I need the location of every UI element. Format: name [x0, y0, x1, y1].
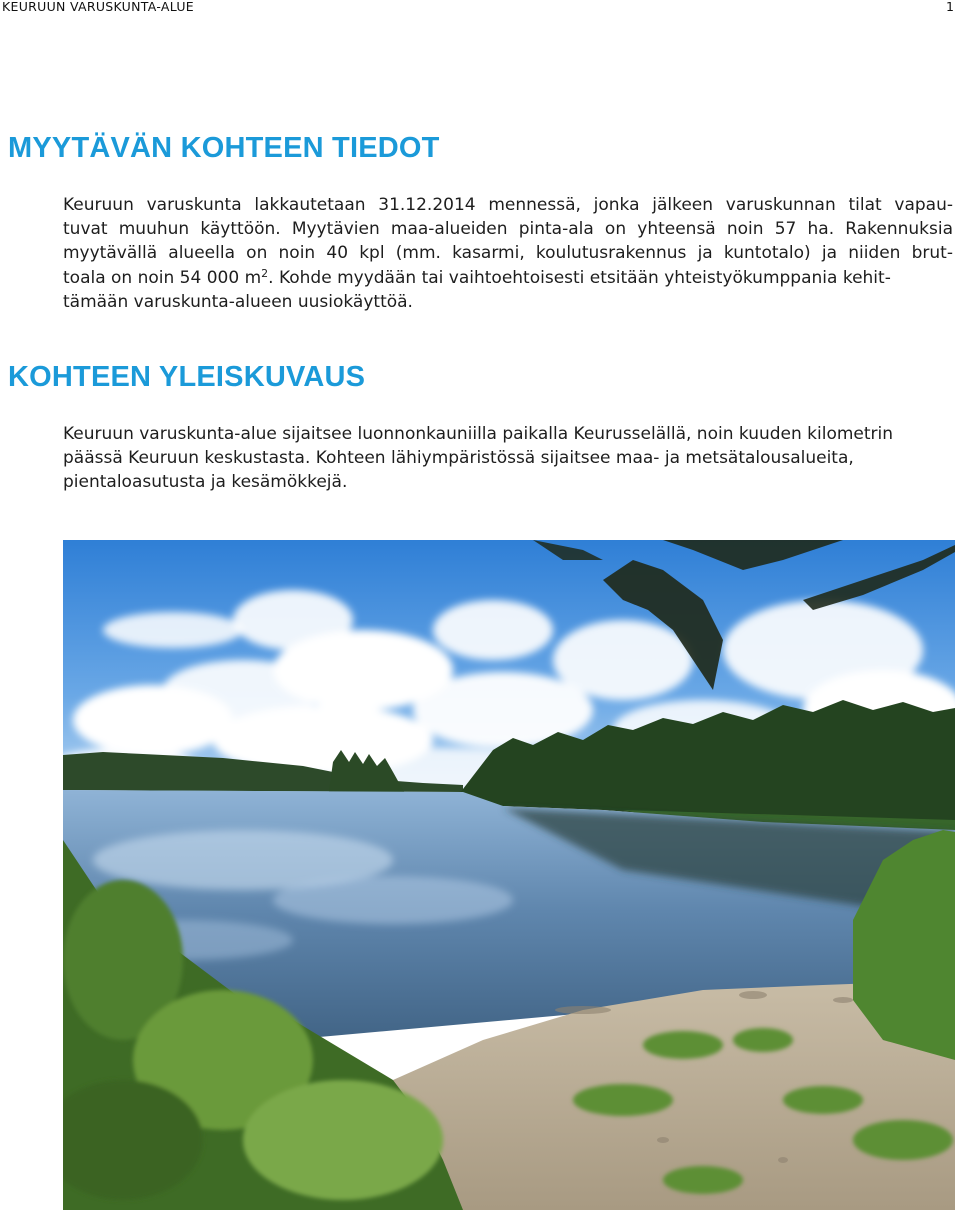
section-heading-yleiskuvaus: KOHTEEN YLEISKUVAUS: [8, 361, 366, 393]
paragraph-yleiskuvaus: [63, 422, 953, 495]
paragraph-kohteen-tiedot: [63, 193, 953, 314]
text-fragment: toala on noin 54 000 m: [63, 267, 262, 288]
text-line: myytävällä alueella on noin 40 kpl (mm. kasarmi, koulutusrakennus ja kuntotalo) ja niiden brut-: [63, 243, 953, 264]
running-title: KEURUUN VARUSKUNTA-ALUE: [2, 0, 195, 14]
running-header: [0, 0, 960, 14]
section-heading-tiedot: MYYTÄVÄN KOHTEEN TIEDOT: [8, 132, 440, 164]
text-line: päässä Keuruun keskustasta. Kohteen lähiympäristössä sijaitsee maa- ja metsätalousalueita,: [63, 448, 854, 469]
lake-shore-photo: [63, 540, 955, 1210]
text-line: tämään varuskunta-alueen uusiokäyttöä.: [63, 291, 413, 312]
text-fragment: . Kohde myydään tai vaihtoehtoisesti etsitään yhteistyökumppania kehit-: [268, 267, 891, 288]
text-line: pientaloasutusta ja kesämökkejä.: [63, 472, 348, 493]
text-line: [63, 266, 953, 290]
page-number: 1: [946, 0, 954, 14]
text-line: Keuruun varuskunta lakkautetaan 31.12.2014 mennessä, jonka jälkeen varuskunnan tilat vapau-: [63, 195, 953, 215]
text-line: Keuruun varuskunta-alue sijaitsee luonnonkauniilla paikalla Keurusselällä, noin kuuden kilometrin: [63, 424, 894, 444]
photo-illustration: [63, 540, 955, 1210]
superscript-two: 2: [261, 266, 269, 280]
text-line: tuvat muuhun käyttöön. Myytävien maa-alueiden pinta-ala on yhteensä noin 57 ha. Rakennuksia: [63, 219, 953, 240]
